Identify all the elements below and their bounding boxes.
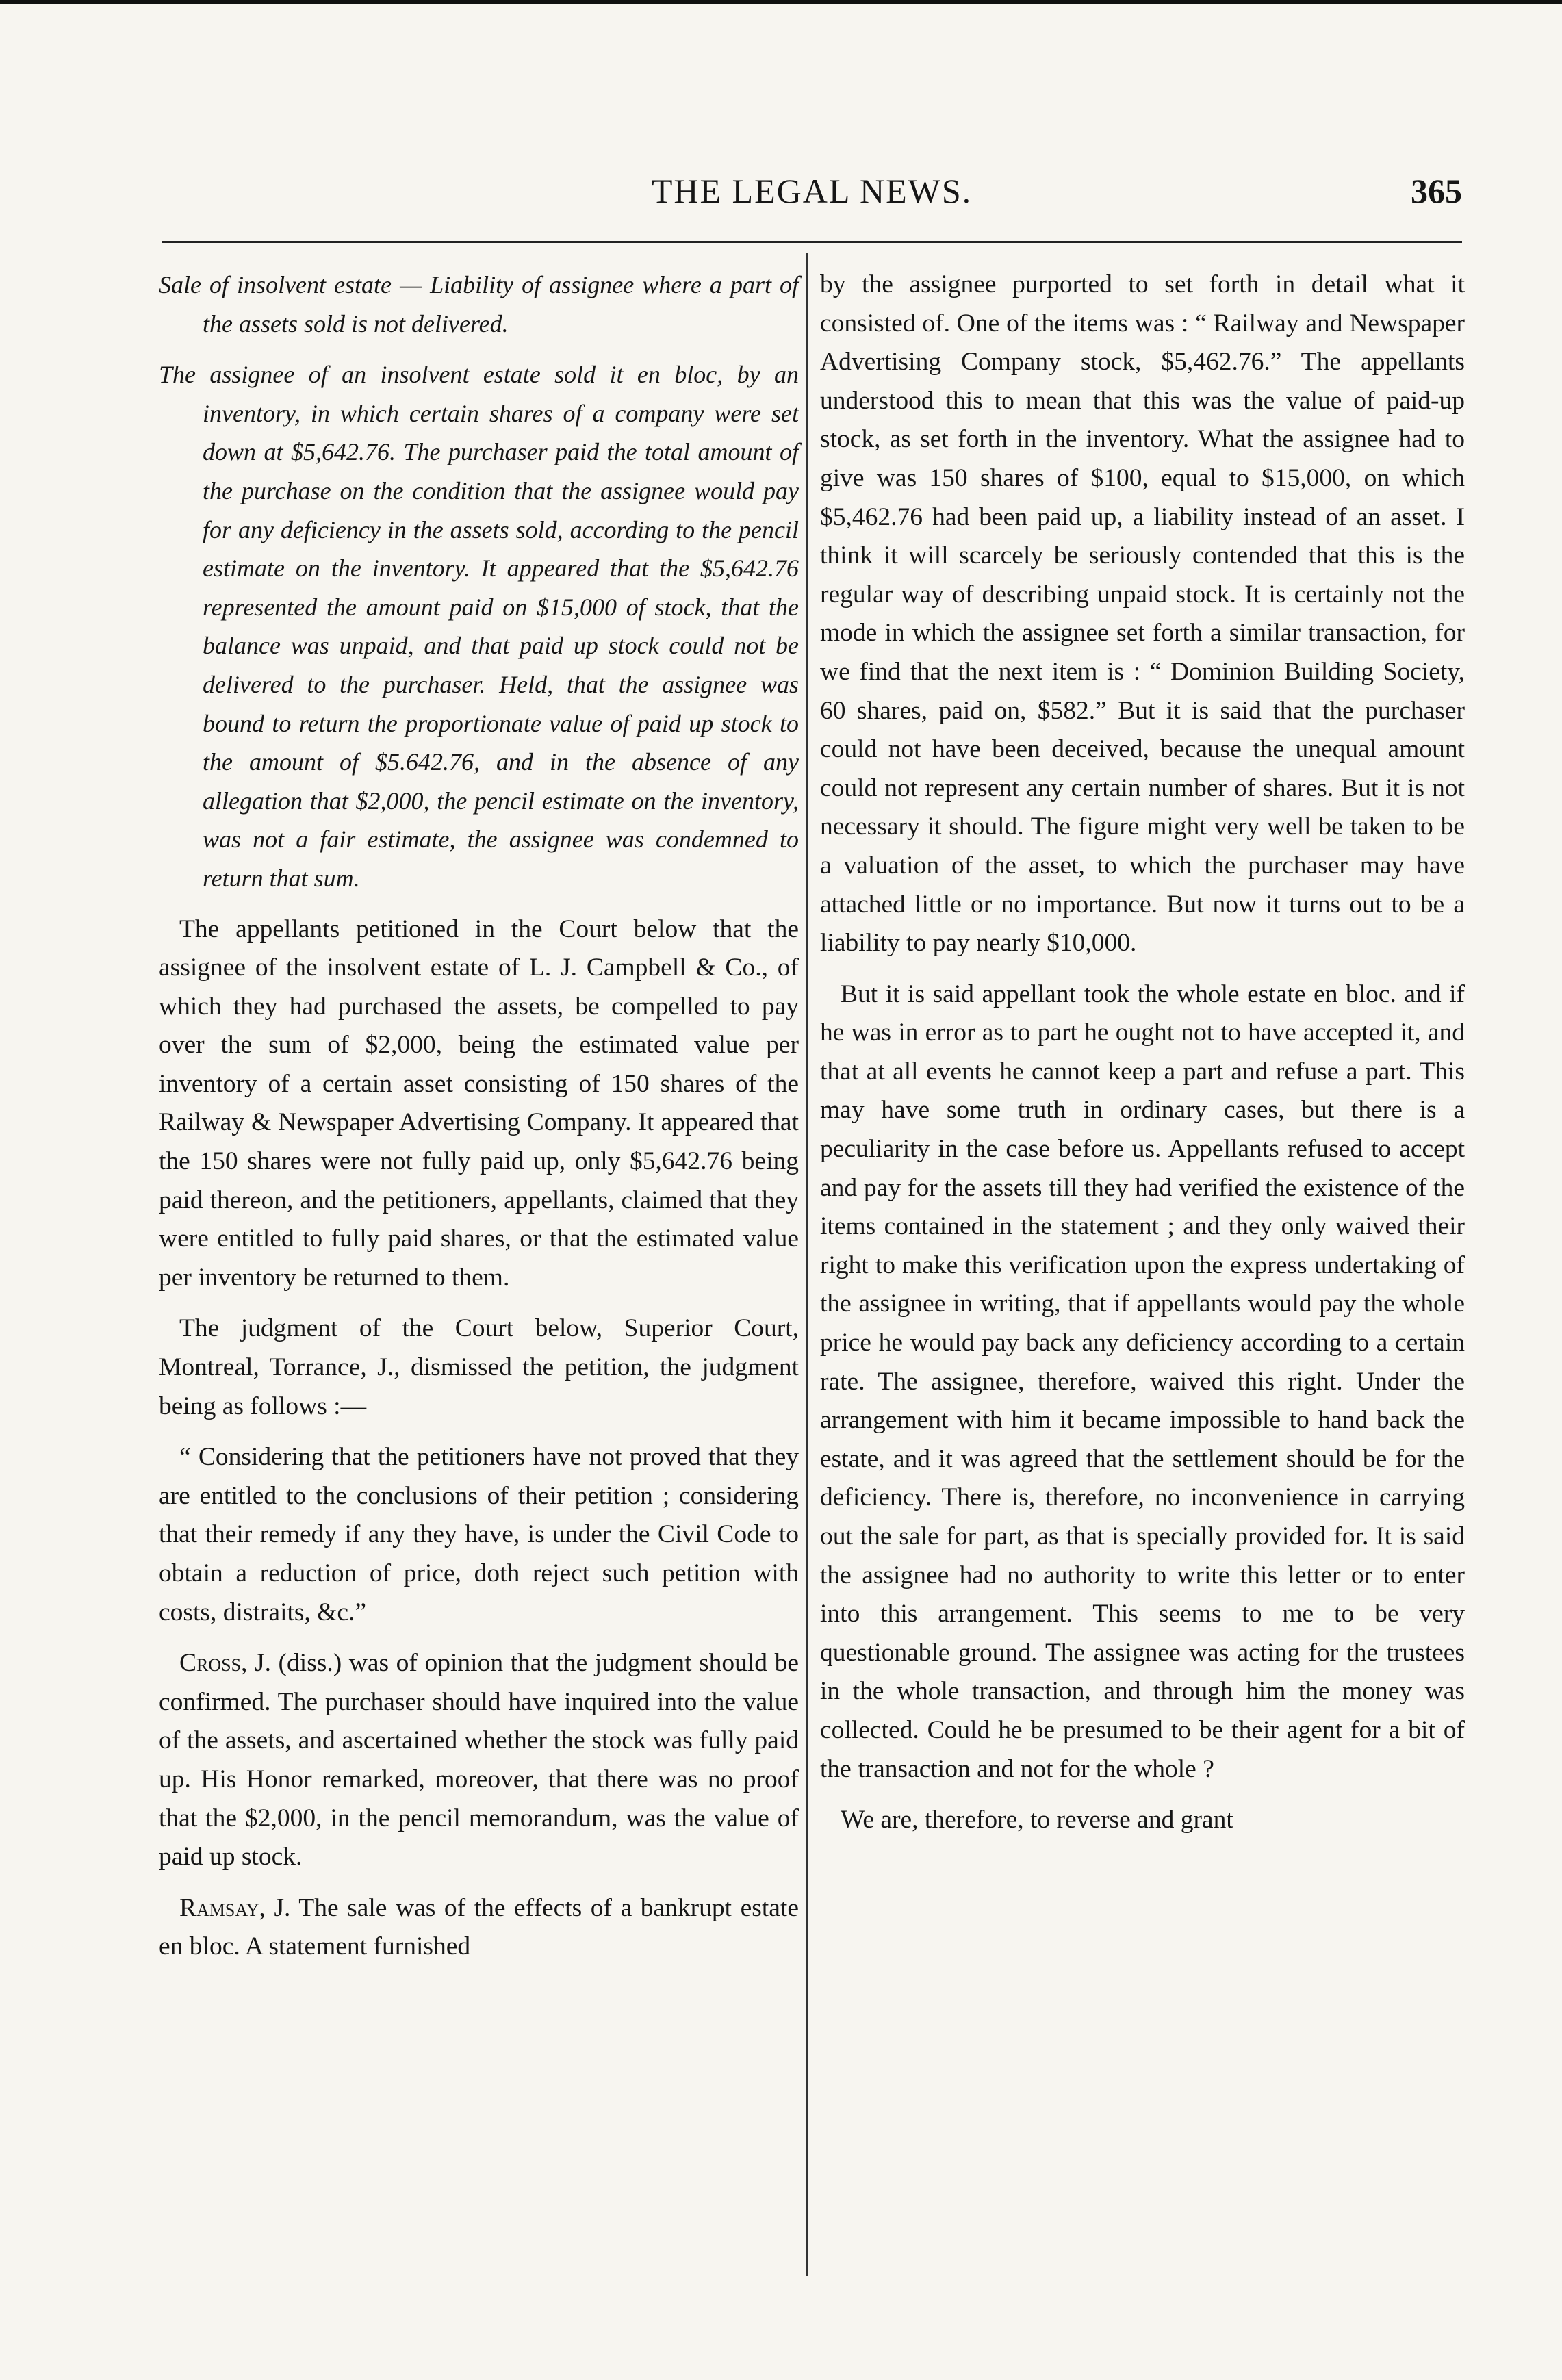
paragraph-conclusion: We are, therefore, to reverse and grant xyxy=(841,1806,1233,1834)
page-number: 365 xyxy=(1411,172,1462,210)
running-title: THE LEGAL NEWS. xyxy=(651,172,973,210)
headnote-summary: The assignee of an insolvent estate sold it en bloc, by an inventory, in which certain shares of a company were set down at $5,642.76. The purchaser paid the total amount of the purchase on the condition that the assignee would pay for any deficiency in the assets sold, according to the pencil estimate on the inventory. It appeared that the $5,642.76 represented the amount paid on $15,000 of stock, that the balance was unpaid, and that paid up stock could not be delivered to the purchaser. Held, that the assignee was bound to return the proportionate value of paid up stock to the amount of $5.642.76, and in the absence of any allegation that $2,000, the pencil estimate on the inventory, was not a fair estimate, the assignee was condemned to return that sum. xyxy=(159,361,799,892)
paragraph-quoted-judgment: “ Considering that the petitioners have not proved that they are entitled to the conclusions of their petition ; considering that their remedy if any they have, is under the Civil Code to obtain a reduction of price, doth reject such petition with costs, distraits, &c.” xyxy=(159,1443,799,1626)
paragraph-statement: by the assignee purported to set forth in detail what it consisted of. One of the items was : “ Railway and Newspaper Advertising Company stock, $5,462.76.” The appellants understood this to mean that this was the value of paid-up stock, as set forth in the inventory. What the assignee had to give was 150 shares of $100, equal to $15,000, on which $5,462.76 had been paid up, a liability instead of an asset. I think it will scarcely be seriously contended that this is the regular way of describing unpaid stock. It is certainly not the mode in which the assignee set forth a similar transaction, for we find that the next item is : “ Dominion Building Society, 60 shares, paid on, $582.” But it is said that the purchaser could not have been deceived, because the unequal amount could not represent any certain number of shares. But it is not necessary it should. The figure might very well be taken to be a valuation of the asset, to which the purchaser may have attached little or no importance. But now it turns out to be a liability to pay nearly $10,000. xyxy=(820,270,1465,958)
left-column xyxy=(159,266,799,1979)
column-divider xyxy=(806,253,808,2276)
top-border-rule xyxy=(0,0,1562,4)
judge-name-ramsay: Ramsay, J. xyxy=(179,1893,291,1922)
judge-name-cross: Cross, J. xyxy=(179,1649,271,1678)
headnote xyxy=(159,266,799,898)
paragraph-en-bloc: But it is said appellant took the whole estate en bloc. and if he was in error as to part he ought not to have accepted it, and that at all events he cannot keep a part and refuse a part. This may have some truth in ordinary cases, but there is a peculiarity in the case before us. Appellants refused to accept and pay for the assets till they had verified the existence of the items contained in the statement ; and they only waived their right to make this verification upon the express undertaking of the assignee in writing, that if appellants would pay the whole price he would pay back any deficiency according to a certain rate. The assignee, therefore, waived this right. Under the arrangement with him it became impossible to hand back the estate, and it was agreed that the settlement should be for the deficiency. There is, therefore, no inconvenience in carrying out the sale for part, as that is specially provided for. It is said the assignee had no authority to write this letter or to enter into this arrangement. This seems to me to be very questionable ground. The assignee was acting for the trustees in the whole transaction, and through him the money was collected. Could he be presumed to be their agent for a bit of the transaction and not for the whole ? xyxy=(820,980,1465,1783)
paragraph-cross-dissent xyxy=(159,1644,799,1877)
headnote-subject: Sale of insolvent estate — Liability of assignee where a part of the assets sold is not delivered. xyxy=(159,271,799,337)
right-column xyxy=(820,266,1465,1852)
paragraph-judgment-below: The judgment of the Court below, Superior Court, Montreal, Torrance, J., dismissed the petition, the judgment being as follows :— xyxy=(159,1314,799,1420)
paragraph-ramsay-opinion xyxy=(159,1889,799,1967)
page-header xyxy=(162,171,1462,226)
paragraph-petition: The appellants petitioned in the Court below that the assignee of the insolvent estate of L. J. Campbell & Co., of which they had purchased the assets, be compelled to pay over the sum of $2,000, being the estimated value per inventory of a certain asset consisting of 150 shares of the Railway & Newspaper Advertising Company. It appeared that the 150 shares were not fully paid up, only $5,642.76 being paid thereon, and the petitioners, appellants, claimed that they were entitled to fully paid shares, or that the estimated value per inventory be returned to them. xyxy=(159,914,799,1292)
header-rule xyxy=(162,241,1462,243)
cross-dissent-text: (diss.) was of opinion that the judgment should be confirmed. The purchaser should have inquired into the value of the assets, and ascertained whether the stock was fully paid up. His Honor remarked, moreover, that there was no proof that the $2,000, in the pencil memorandum, was the value of paid up stock. xyxy=(159,1649,799,1871)
ramsay-opinion-text: The sale was of the effects of a bankrupt estate en bloc. A statement furnished xyxy=(159,1893,799,1961)
